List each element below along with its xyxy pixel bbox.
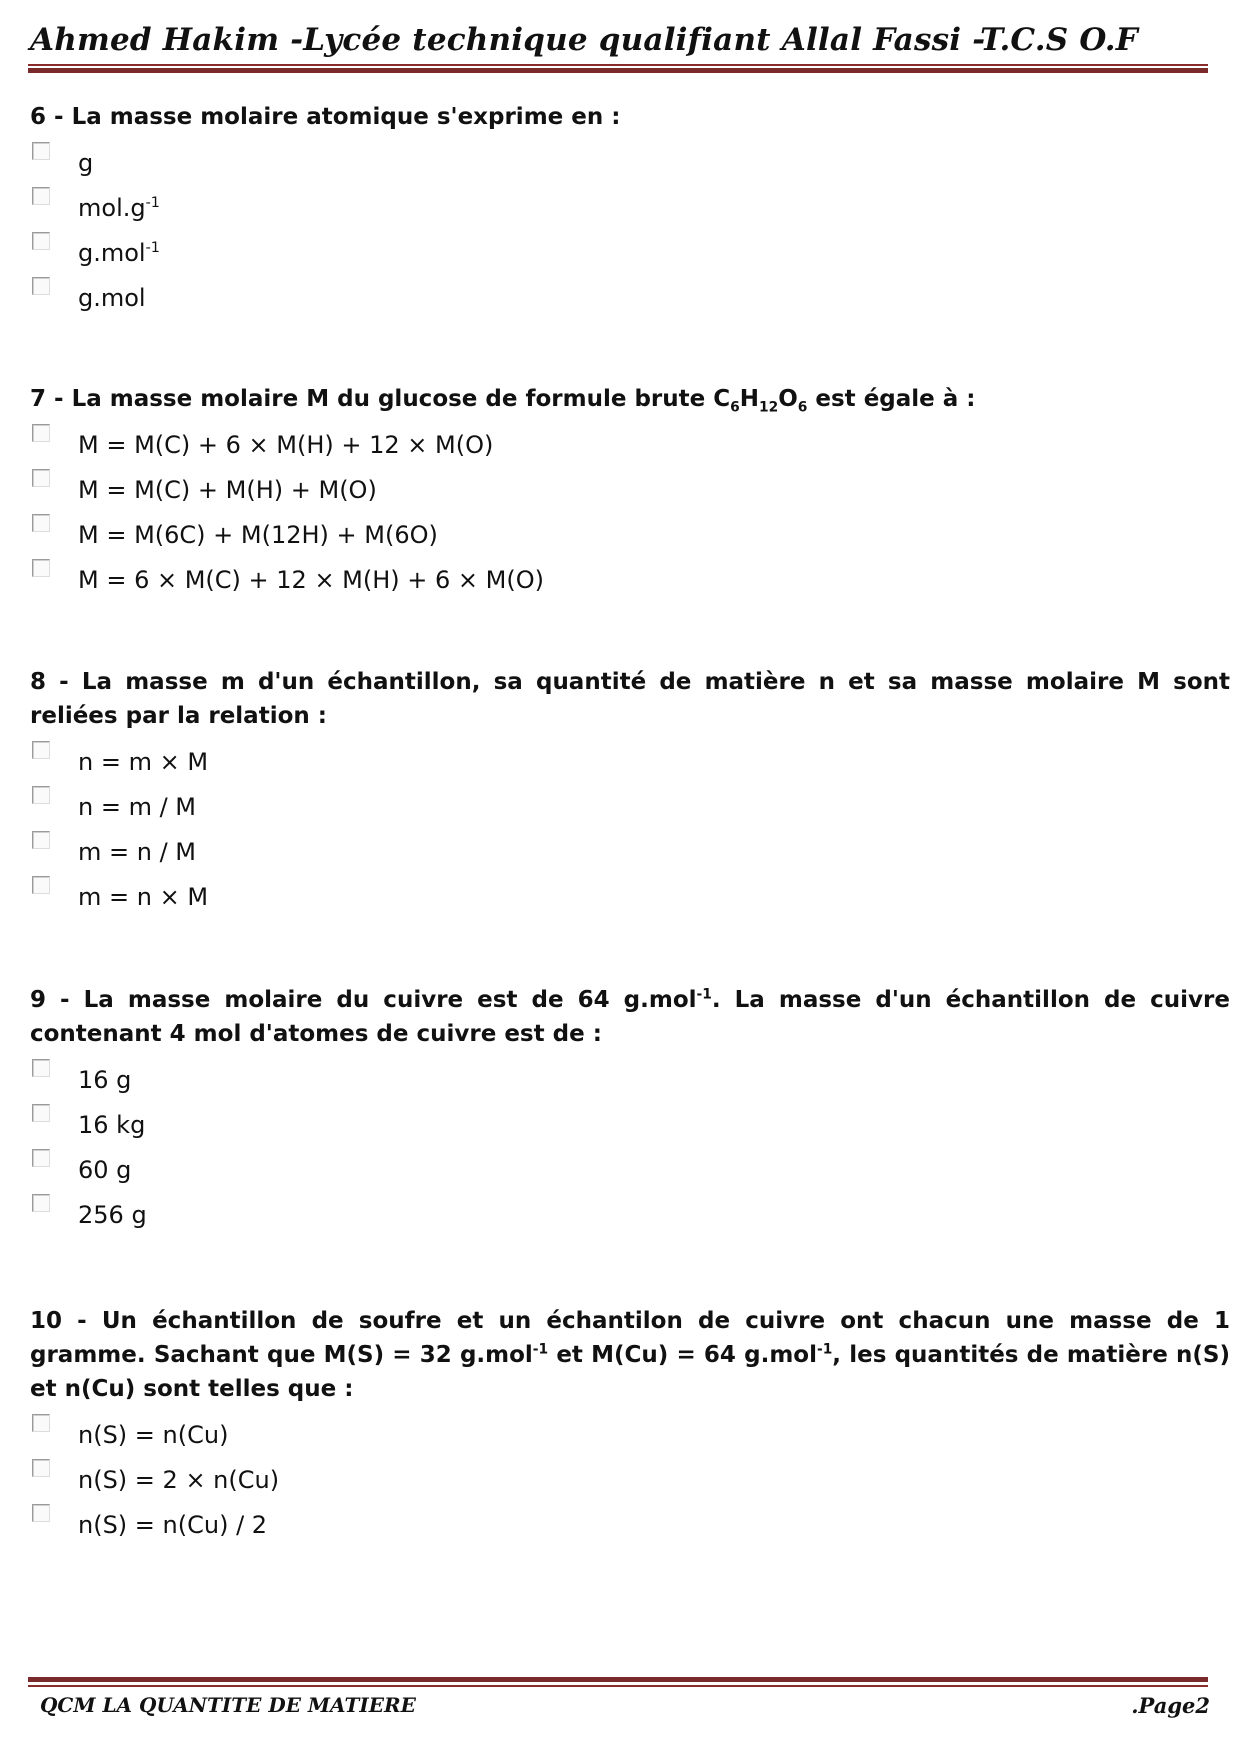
option-label: 16 g [78, 1066, 132, 1094]
question-9-option-d[interactable] [30, 1190, 1230, 1235]
option-label: g.mol [78, 284, 146, 312]
question-7-option-d[interactable] [30, 555, 1230, 600]
footer-title: QCM LA QUANTITE DE MATIERE [40, 1693, 416, 1717]
question-7-option-c[interactable] [30, 510, 1230, 555]
option-label: M = M(C) + M(H) + M(O) [78, 476, 377, 504]
question-10-text: 10 - Un échantillon de soufre et un échantilon de cuivre ont chacun une masse de 1 gramme. Sachant que M(S) = 32 g.mol$^{-1}$ et M(Cu) = 64 g.mol$^{-1}$, les quantités de matière n(S) et n(Cu) sont telles que : [30, 1308, 1230, 1402]
question-6-option-a[interactable] [30, 138, 1230, 183]
option-label: m = n × M [78, 883, 209, 911]
question-10-options [30, 1410, 1230, 1545]
checkbox[interactable] [32, 187, 50, 205]
checkbox[interactable] [32, 1459, 50, 1477]
question-9-option-c[interactable] [30, 1145, 1230, 1190]
question-8-option-d[interactable] [30, 872, 1230, 917]
checkbox[interactable] [32, 1194, 50, 1212]
option-label: M = M(C) + 6 × M(H) + 12 × M(O) [78, 431, 494, 459]
option-label: g [78, 149, 94, 177]
checkbox[interactable] [32, 232, 50, 250]
question-6-text: 6 - La masse molaire atomique s'exprime en : [30, 104, 621, 130]
checkbox[interactable] [32, 277, 50, 295]
option-label: m = n / M [78, 838, 197, 866]
checkbox[interactable] [32, 1504, 50, 1522]
page-number: .Page2 [1131, 1693, 1210, 1718]
checkbox[interactable] [32, 1104, 50, 1122]
question-6 [30, 100, 1230, 318]
option-label: $mol.g^{-1}$ [78, 194, 160, 222]
checkbox[interactable] [32, 831, 50, 849]
checkbox[interactable] [32, 1059, 50, 1077]
question-9-option-b[interactable] [30, 1100, 1230, 1145]
option-label: 16 kg [78, 1111, 146, 1139]
checkbox[interactable] [32, 1149, 50, 1167]
option-label: n = m / M [78, 793, 197, 821]
question-7-text: 7 - La masse molaire M du glucose de formule brute $C_6H_{12}O_6$ est égale à : [30, 386, 976, 416]
option-label: 60 g [78, 1156, 132, 1184]
question-10-option-a[interactable] [30, 1410, 1230, 1455]
checkbox[interactable] [32, 559, 50, 577]
question-10-option-c[interactable] [30, 1500, 1230, 1545]
option-label: n(S) = n(Cu) [78, 1421, 229, 1449]
header-rule-thin [28, 64, 1208, 66]
question-10-option-b[interactable] [30, 1455, 1230, 1500]
option-label: M = M(6C) + M(12H) + M(6O) [78, 521, 438, 549]
question-7 [30, 382, 1230, 600]
question-9-options [30, 1055, 1230, 1235]
question-10 [30, 1304, 1230, 1545]
footer-rule-thin [28, 1685, 1208, 1687]
question-8-options [30, 737, 1230, 917]
question-6-option-d[interactable] [30, 273, 1230, 318]
question-9 [30, 983, 1230, 1235]
checkbox[interactable] [32, 1414, 50, 1432]
option-label: 256 g [78, 1201, 147, 1229]
checkbox[interactable] [32, 469, 50, 487]
option-label: g.mol$^{-1}$ [78, 239, 160, 267]
page-header-title: Ahmed Hakim -Lycée technique qualifiant Allal Fassi -T.C.S O.F [30, 22, 1138, 58]
question-7-option-b[interactable] [30, 465, 1230, 510]
option-label: n(S) = n(Cu) / 2 [78, 1511, 268, 1539]
checkbox[interactable] [32, 142, 50, 160]
question-6-option-b[interactable] [30, 183, 1230, 228]
question-9-text: 9 - La masse molaire du cuivre est de 64 g.mol$^{-1}$. La masse d'un échantillon de cuivre contenant 4 mol d'atomes de cuivre est de : [30, 986, 1230, 1047]
question-8-text: 8 - La masse m d'un échantillon, sa quantité de matière n et sa masse molaire M sont reliées par la relation : [30, 669, 1230, 729]
question-8-option-c[interactable] [30, 827, 1230, 872]
checkbox[interactable] [32, 876, 50, 894]
question-6-option-c[interactable] [30, 228, 1230, 273]
question-8-option-a[interactable] [30, 737, 1230, 782]
option-label: n(S) = 2 × n(Cu) [78, 1466, 280, 1494]
question-7-options [30, 420, 1230, 600]
footer-rule-thick [28, 1677, 1208, 1682]
option-label: n = m × M [78, 748, 209, 776]
option-label: M = 6 × M(C) + 12 × M(H) + 6 × M(O) [78, 566, 544, 594]
glucose-formula: $C_6H_{12}O_6$ [713, 386, 808, 416]
checkbox[interactable] [32, 514, 50, 532]
checkbox[interactable] [32, 424, 50, 442]
checkbox[interactable] [32, 741, 50, 759]
header-rule-thick [28, 68, 1208, 73]
question-7-option-a[interactable] [30, 420, 1230, 465]
question-8-option-b[interactable] [30, 782, 1230, 827]
question-8 [30, 665, 1230, 917]
question-6-options [30, 138, 1230, 318]
question-9-option-a[interactable] [30, 1055, 1230, 1100]
checkbox[interactable] [32, 786, 50, 804]
